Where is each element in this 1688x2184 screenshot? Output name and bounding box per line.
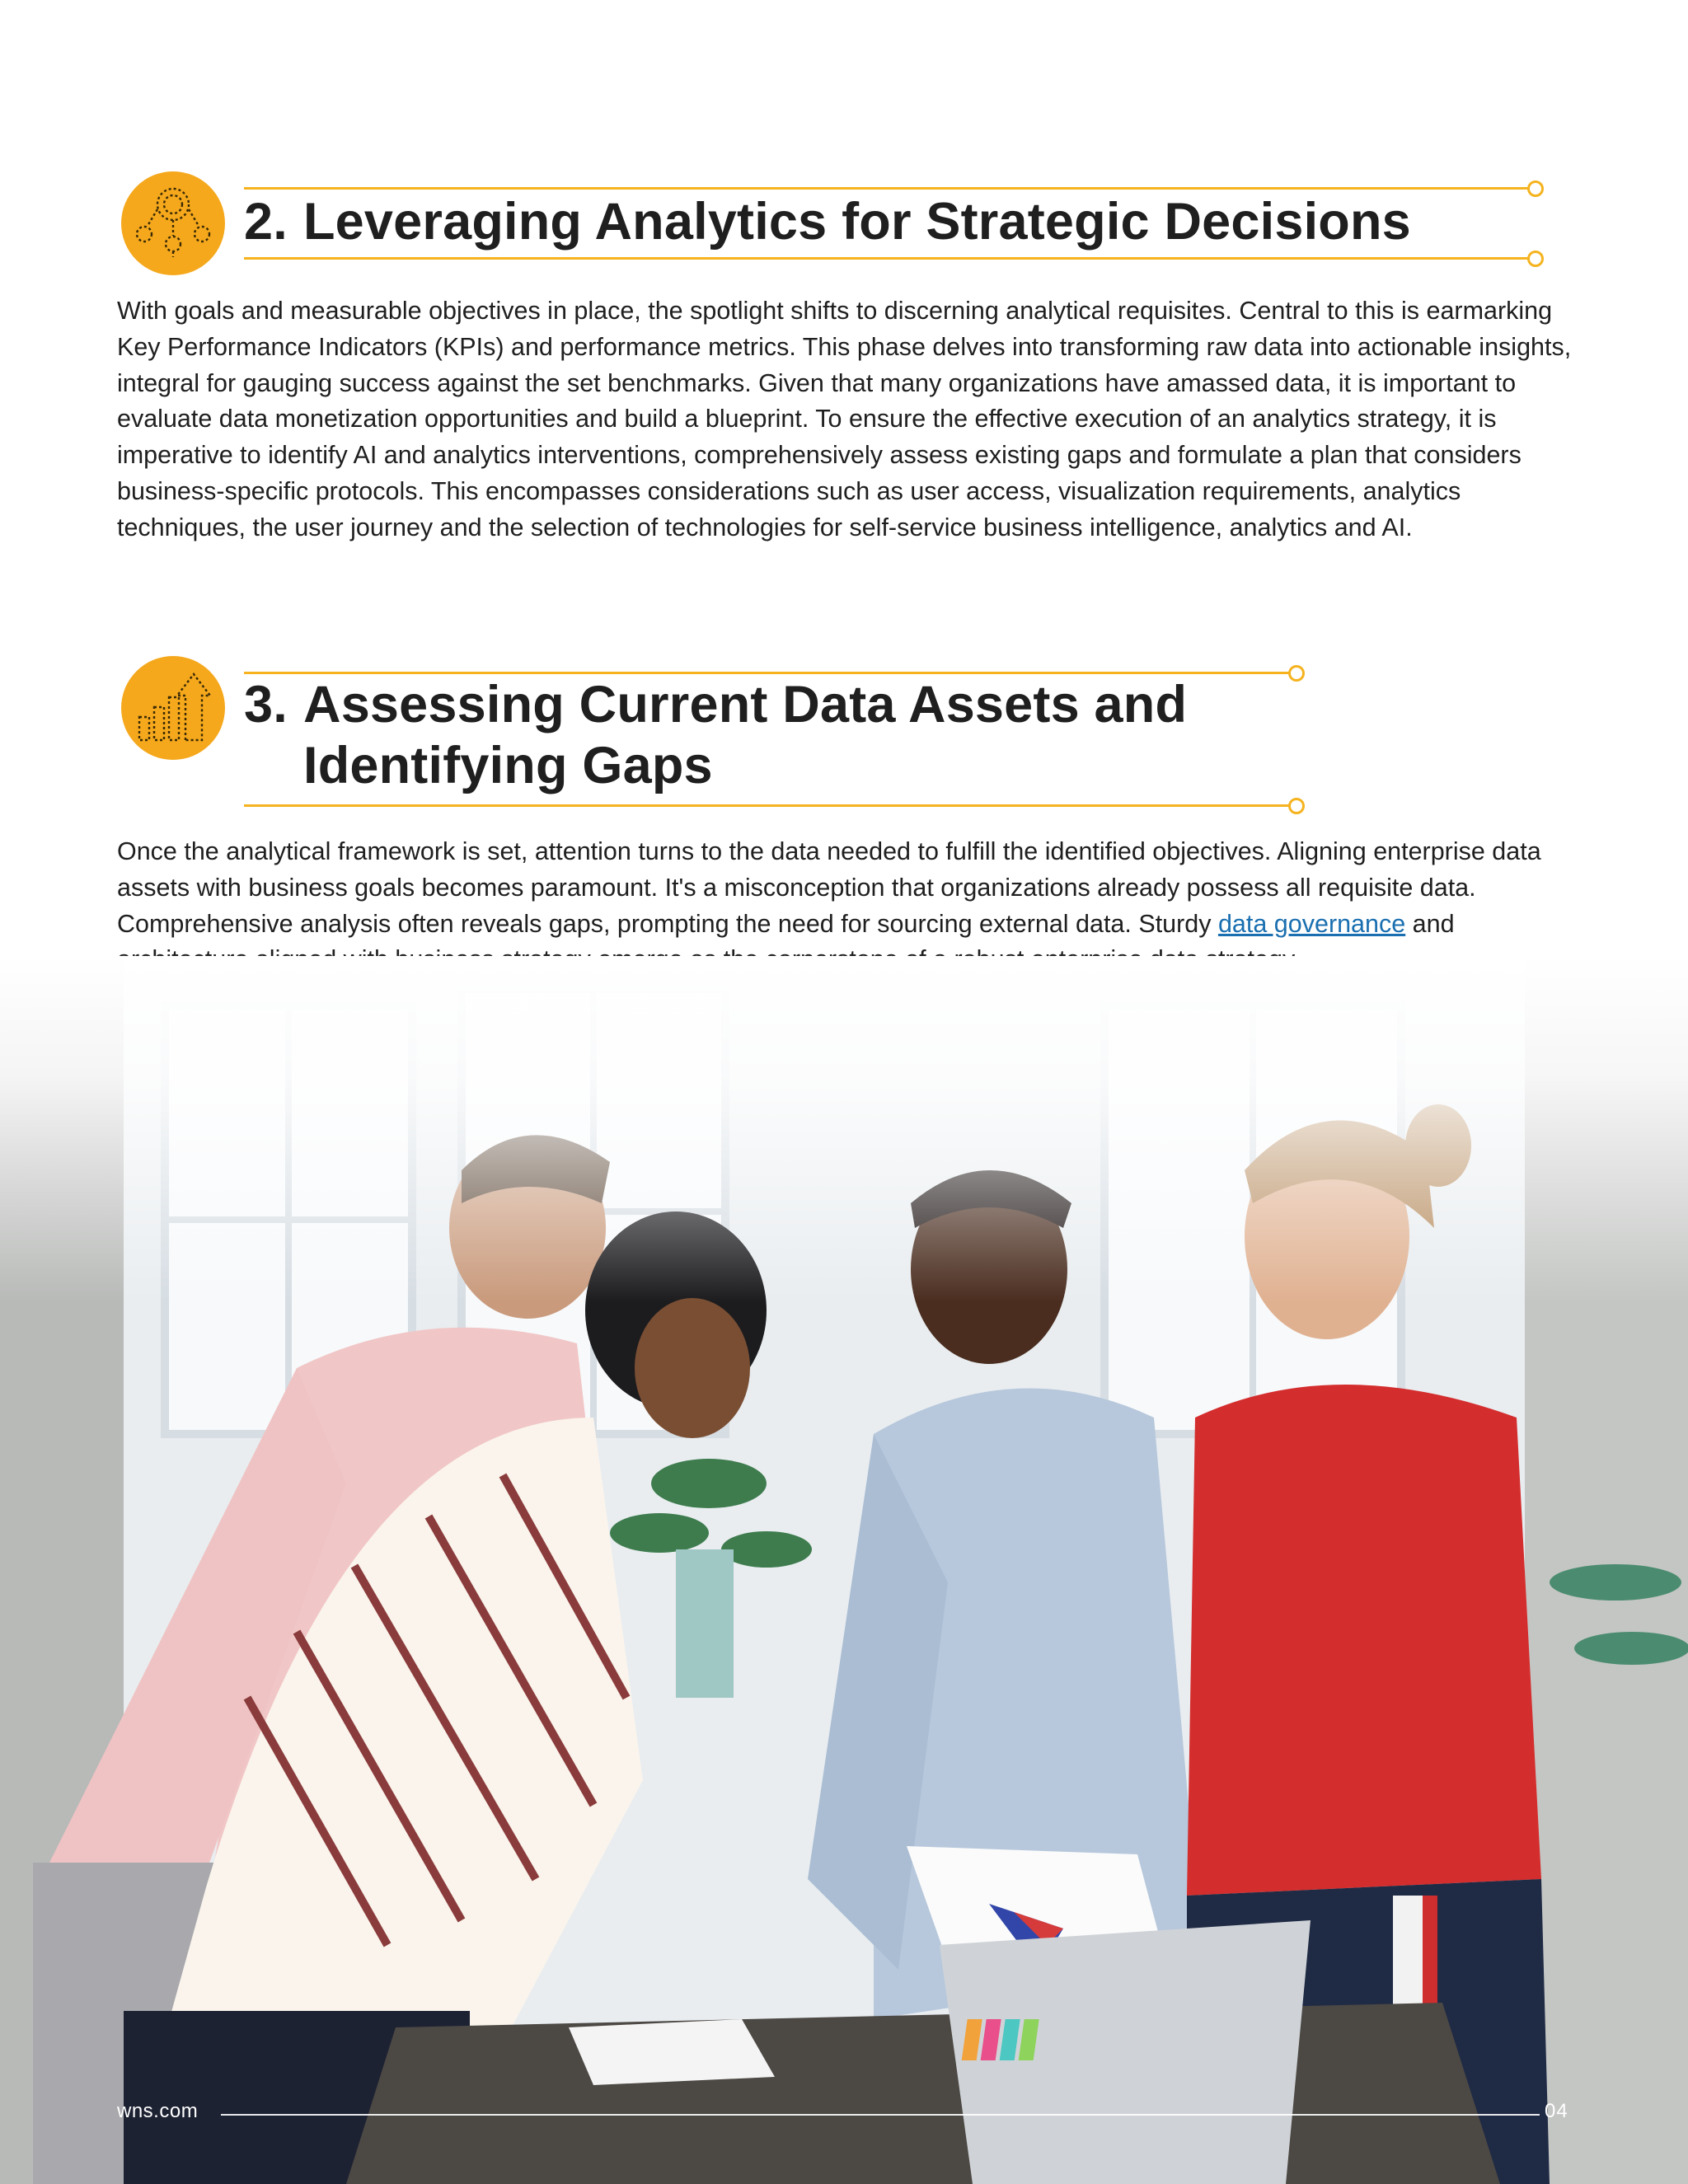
section-3-body-text-a: Once the analytical framework is set, attention turns to the data needed to fulfill the identified objectives. Aligning enterprise data assets with business goals becomes paramount. It's a misconception that organizations already possess all requisite data. Comprehensive analysis often reveals gaps, prompting the need for sourcing external data. Sturdy [117, 837, 1541, 938]
section-2-body: With goals and measurable objectives in place, the spotlight shifts to discerning analytical requisites. Central to this is earmarking Key Performance Indicators (KPIs) and performance metrics. This phase delves into transforming raw data into actionable insights, integral for gauging success against the set benchmarks. Given that many organizations have amassed data, it is important to evaluate data monetization opportunities and build a blueprint. To ensure the effective execution of an analytics strategy, it is imperative to identify AI and analytics interventions, comprehensively assess existing gaps and formulate a plan that considers business-specific protocols. This encompasses considerations such as user access, visualization requirements, analytics techniques, the user journey and the selection of technologies for self-service business intelligence, analytics and AI. [117, 297, 1572, 541]
section-3-body-text-b: and [1412, 909, 1455, 938]
analytics-network-icon [121, 171, 225, 275]
section-3-bottom-rule [244, 804, 1296, 807]
section-2-number: 2. [244, 193, 288, 251]
footer-site-url[interactable]: wns.com [117, 2100, 199, 2122]
section-2-bottom-rule [244, 257, 1528, 260]
section-3-bottom-rule-end [1288, 798, 1305, 814]
section-2-title [244, 191, 1411, 252]
section-3-title-line2: Identifying Gaps [303, 737, 713, 794]
section-2-top-rule [244, 187, 1528, 190]
footer-rule [221, 2114, 1540, 2116]
team-meeting-photo [0, 956, 1688, 2184]
page-number: 04 [1545, 2100, 1568, 2122]
section-3-number: 3. [244, 676, 288, 733]
section-3-title [244, 674, 1187, 796]
section-3-title-line1: Assessing Current Data Assets and [303, 676, 1188, 733]
growth-bar-chart-icon [121, 656, 225, 760]
data-governance-link[interactable]: data governance [1217, 909, 1406, 938]
photo-fade-overlay [0, 956, 1688, 1302]
section-2-top-rule-end [1527, 180, 1544, 197]
section-2-title-text: Leveraging Analytics for Strategic Decisions [303, 193, 1411, 251]
section-2-bottom-rule-end [1527, 251, 1544, 267]
section-3-top-rule-end [1288, 665, 1305, 682]
